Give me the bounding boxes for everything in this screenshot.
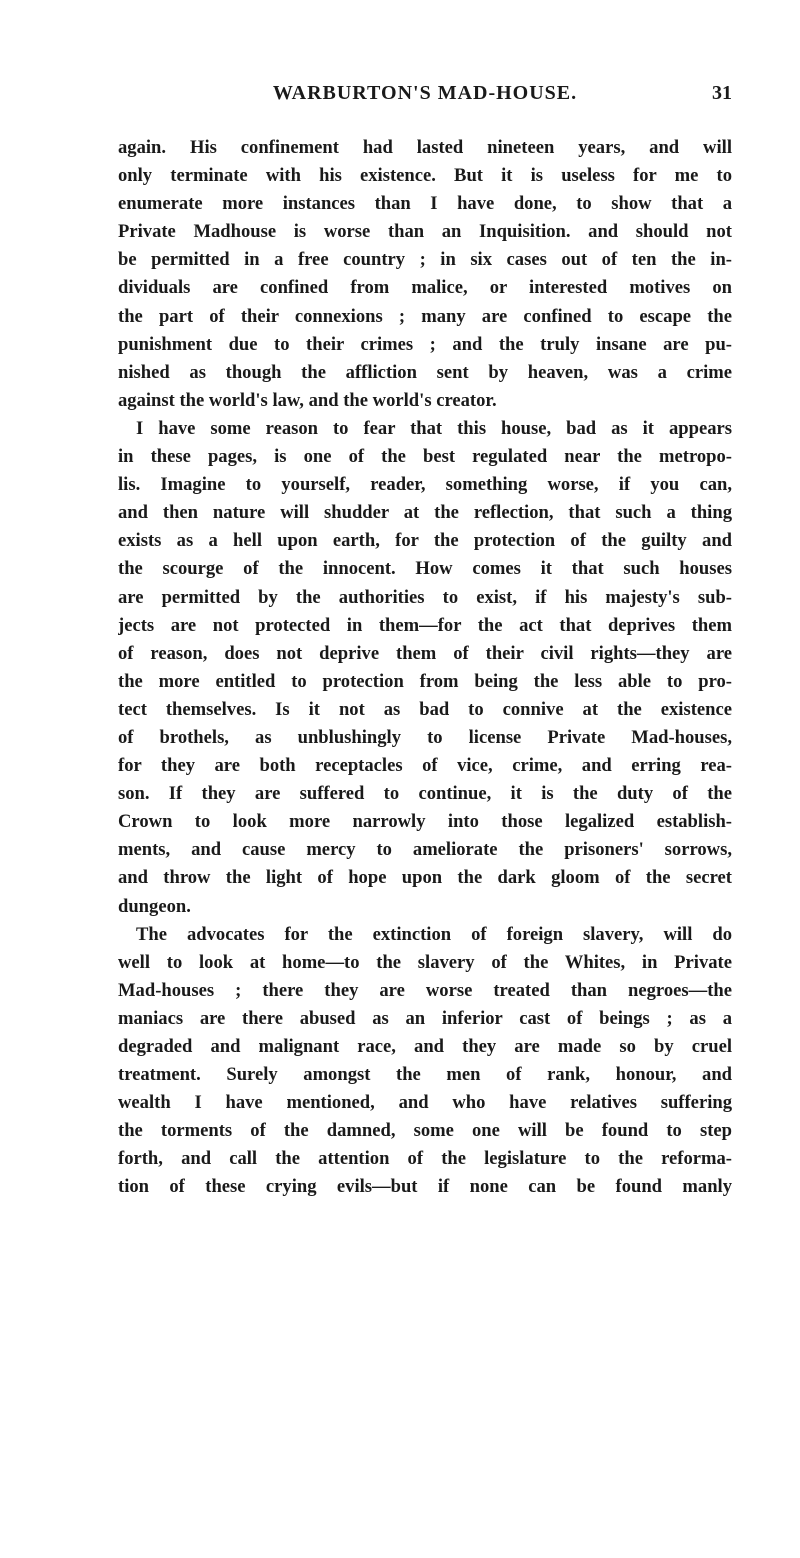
text-line: for they are both receptacles of vice, crime, and erring rea-	[118, 755, 732, 777]
text-line: well to look at home—to the slavery of the Whites, in Private	[118, 951, 732, 973]
page-number: 31	[712, 82, 732, 104]
text-line: be permitted in a free country ; in six cases out of ten the in-	[118, 249, 732, 271]
text-line: in these pages, is one of the best regulated near the metropo-	[118, 446, 732, 468]
text-line: nished as though the affliction sent by heaven, was a crime	[118, 361, 732, 383]
text-line: of reason, does not deprive them of their civil rights—they are	[118, 642, 732, 664]
text-line: I have some reason to fear that this house, bad as it appears	[136, 417, 732, 439]
text-line: only terminate with his existence. But it is useless for me to	[118, 165, 732, 187]
text-line: enumerate more instances than I have done, to show that a	[118, 193, 732, 215]
text-line: tect themselves. Is it not as bad to connive at the existence	[118, 698, 732, 720]
text-line: of brothels, as unblushingly to license Private Mad-houses,	[118, 726, 732, 748]
text-line: ments, and cause mercy to ameliorate the prisoners' sorrows,	[118, 839, 732, 861]
text-line: again. His confinement had lasted nineteen years, and will	[118, 137, 732, 158]
text-line: dividuals are confined from malice, or interested motives on	[118, 277, 732, 299]
running-title: WARBURTON'S MAD-HOUSE.	[272, 82, 578, 104]
text-line: against the world's law, and the world's creator.	[118, 389, 497, 411]
text-line: exists as a hell upon earth, for the protection of the guilty and	[118, 530, 732, 552]
text-line: the more entitled to protection from being the less able to pro-	[118, 670, 732, 692]
text-line: dungeon.	[118, 895, 191, 917]
text-line: The advocates for the extinction of foreign slavery, will do	[136, 923, 732, 945]
text-line: and then nature will shudder at the reflection, that such a thing	[118, 502, 732, 524]
text-line: the torments of the damned, some one will be found to step	[118, 1120, 732, 1142]
text-line: son. If they are suffered to continue, it is the duty of the	[118, 783, 732, 805]
page-header	[118, 82, 732, 112]
text-line: punishment due to their crimes ; and the truly insane are pu-	[118, 333, 732, 355]
text-line: lis. Imagine to yourself, reader, something worse, if you can,	[118, 474, 732, 496]
text-line: wealth I have mentioned, and who have relatives suffering	[118, 1092, 732, 1114]
text-line: maniacs are there abused as an inferior cast of beings ; as a	[118, 1007, 732, 1029]
text-line: and throw the light of hope upon the dark gloom of the secret	[118, 867, 732, 889]
text-line: degraded and malignant race, and they are made so by cruel	[118, 1036, 732, 1057]
body-text	[118, 134, 732, 1202]
text-line: Private Madhouse is worse than an Inquisition. and should not	[118, 221, 732, 243]
text-line: treatment. Surely amongst the men of rank, honour, and	[118, 1064, 732, 1086]
text-line: forth, and call the attention of the legislature to the reforma-	[118, 1148, 732, 1170]
text-line: jects are not protected in them—for the act that deprives them	[118, 614, 732, 636]
text-line: Crown to look more narrowly into those legalized establish-	[118, 811, 732, 833]
text-line: the part of their connexions ; many are confined to escape the	[118, 305, 732, 327]
text-line: are permitted by the authorities to exist, if his majesty's sub-	[118, 586, 732, 608]
text-line: tion of these crying evils—but if none can be found manly	[118, 1176, 732, 1198]
text-line: the scourge of the innocent. How comes it that such houses	[118, 558, 732, 580]
text-line: Mad-houses ; there they are worse treated than negroes—the	[118, 979, 732, 1001]
